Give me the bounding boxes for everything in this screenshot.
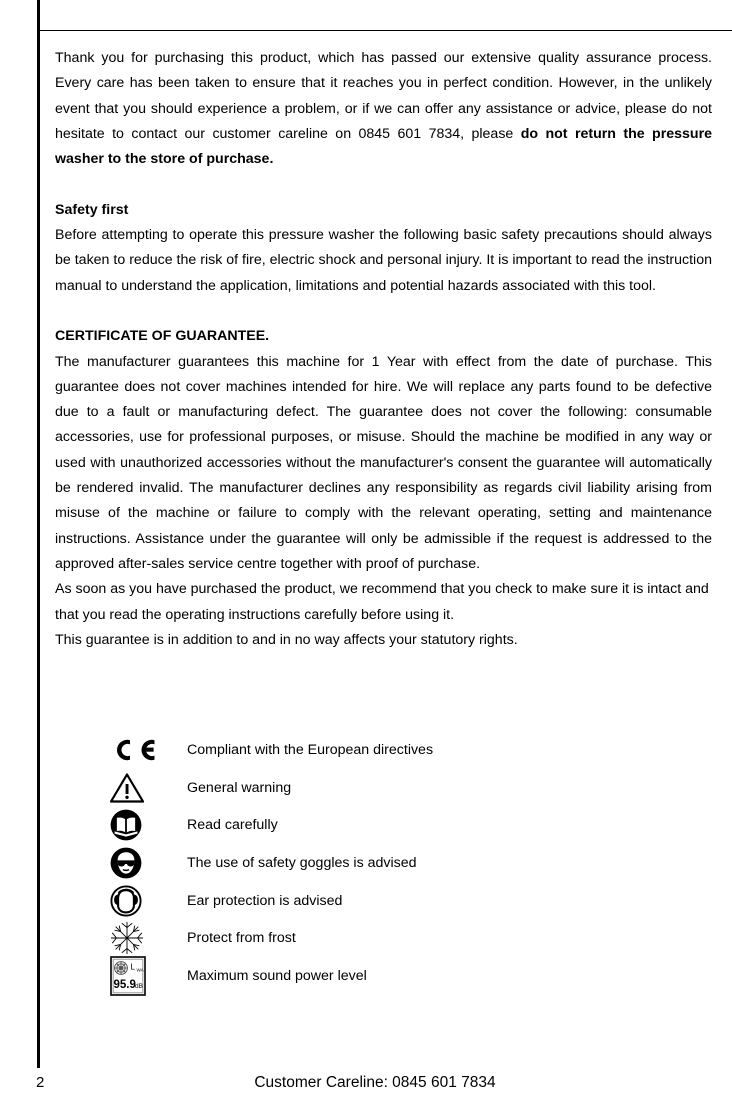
page-top-rule <box>38 30 732 31</box>
read-manual-icon <box>110 809 187 841</box>
intro-paragraph-text: Thank you for purchasing this product, which has passed our extensive quality assurance process. Every care has been taken to ensure that it reaches you in perfect condition. However, in the unlikely event that you should experience a problem, or if we can offer any assistance or advice, please do not hesitate to contact our customer careline on 0845 601 7834, please <box>55 50 712 142</box>
page-number: 2 <box>36 1074 45 1091</box>
sound-power-unit: dB <box>135 982 143 990</box>
legend-row <box>110 919 630 957</box>
spacer <box>55 172 712 197</box>
safety-first-paragraph: Before attempting to operate this pressure washer the following basic safety precautions should always be taken to reduce the risk of fire, electric shock and personal injury. It is important to read the instruction manual to understand the application, limitations and potential hazards associated with this tool. <box>55 227 712 294</box>
sound-power-level-icon <box>110 956 187 996</box>
legend-label: Maximum sound power level <box>187 967 367 984</box>
spacer <box>55 299 712 324</box>
intro-paragraph-bold-tail: do not return the pressure washer to the store of purchase. <box>55 125 712 168</box>
legend-label: General warning <box>187 779 292 796</box>
safety-first-heading: Safety first <box>55 201 129 218</box>
legend-row <box>110 957 630 995</box>
legend-label: Compliant with the European directives <box>187 741 434 758</box>
legend-row <box>110 844 630 882</box>
careline-footer: Customer Careline: 0845 601 7834 <box>254 1074 496 1091</box>
frost-snowflake-icon <box>110 921 187 955</box>
page-left-rule <box>37 0 40 1068</box>
legend-label: Ear protection is advised <box>187 892 343 909</box>
legend-row <box>110 769 630 807</box>
ear-protection-icon <box>110 885 187 917</box>
legend-row <box>110 806 630 844</box>
legend-label: The use of safety goggles is advised <box>187 854 417 871</box>
warning-triangle-icon <box>110 773 187 803</box>
ce-mark-icon <box>110 737 187 763</box>
legend-label: Read carefully <box>187 817 278 834</box>
sound-power-value: 95.9 <box>113 978 136 991</box>
legend-row <box>110 882 630 920</box>
intro-paragraph <box>55 46 712 172</box>
sound-power-symbol: L <box>130 962 135 972</box>
legend-row <box>110 731 630 769</box>
guarantee-paragraph-2: As soon as you have purchased the product, we recommend that you check to make sure it is intact and that you read the operating instructions carefully before using it. <box>55 581 709 623</box>
sound-power-subscript: WA <box>136 967 144 973</box>
legend-label: Protect from frost <box>187 930 296 947</box>
guarantee-paragraph-1: The manufacturer guarantees this machine for 1 Year with effect from the date of purchase. This guarantee does not cover machines intended for hire. We will replace any parts found to be defective due to a fault or manufacturing defect. The guarantee does not cover the following: consumable accessories, use for professional purposes, or misuse. Should the machine be modified in any way or used with unauthorized accessories without the manufacturer's consent the guarantee will automatically be rendered invalid. The manufacturer declines any responsibility as regards civil liability arising from misuse of the machine or failure to comply with the relevant operating, setting and maintenance instructions. Assistance under the guarantee will only be admissible if the request is addressed to the approved after-sales service centre together with proof of purchase. <box>55 353 712 572</box>
document-body <box>55 46 712 653</box>
guarantee-paragraph-3: This guarantee is in addition to and in no way affects your statutory rights. <box>55 631 518 648</box>
certificate-of-guarantee-heading: CERTIFICATE OF GUARANTEE. <box>55 328 270 345</box>
symbol-legend <box>110 731 630 995</box>
safety-goggles-icon <box>110 847 187 879</box>
